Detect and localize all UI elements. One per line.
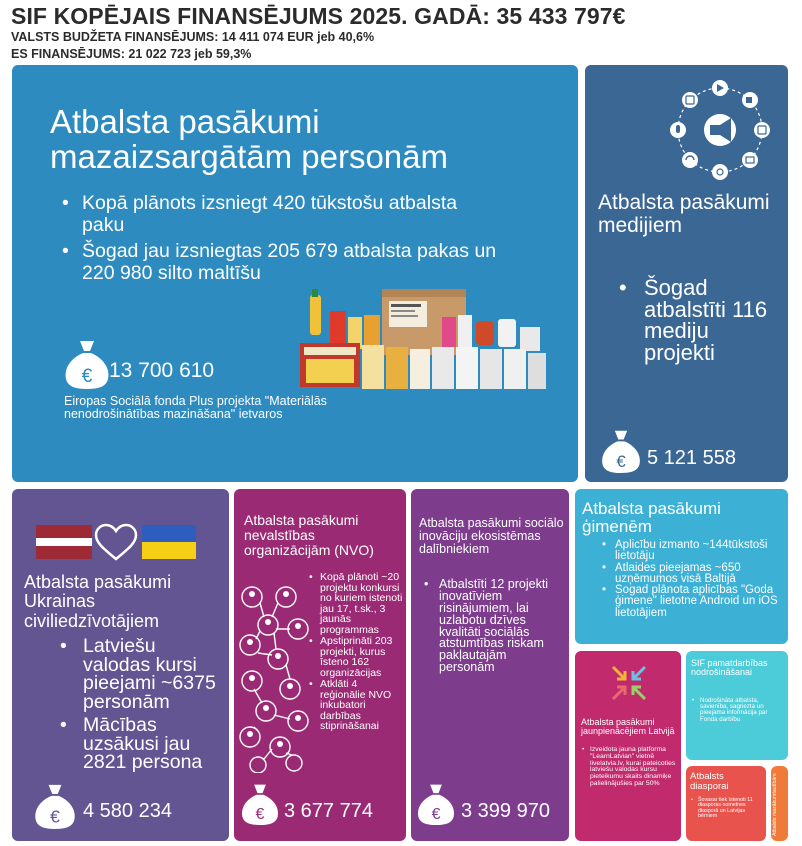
panel-title: Atbalsta pasākumi nevalstības organizācijām (NVO): [244, 512, 374, 559]
panel-vulnerable-persons: [12, 65, 578, 482]
page-title: SIF KOPĒJAIS FINANSĒJUMS 2025. GADĀ: 35 433 797€: [11, 3, 626, 29]
bullet-list: [423, 579, 563, 674]
list-item: • Nodrošināta atbalsta, savienība, sagriezta un pieejama informācija par Fonda darbību: [691, 698, 783, 723]
panel-newcomers: [575, 651, 681, 841]
panel-minorities: [771, 766, 788, 841]
list-item: • Šovasar tiek īstenoti 11 diasporas nometnes diasporā un Latvijas bērniem: [690, 798, 764, 819]
panel-families: [575, 489, 788, 644]
list-item: • Šogad atbalstīti 116 mediju projekti: [619, 277, 779, 363]
list-item: • Atlaides pieejamas ~650 uzņēmumos visā Baltijā: [601, 563, 781, 586]
money-bag-icon: [239, 781, 281, 827]
svg-text:€: €: [255, 806, 265, 824]
bullet-list: [58, 637, 223, 777]
list-item: • Latviešu valodas kursi pieejami ~6375 personām: [58, 637, 223, 711]
svg-text:€: €: [50, 806, 60, 827]
list-item: • Kopā plānoti ~20 projektu konkursi no kuriem istenoti jau 17, t.sk., 3 jaunās programmas: [308, 572, 404, 635]
list-item: • Sogad plānota aplicības "Goda ģimene" lietotne Android un iOS lietotājiem: [601, 585, 781, 619]
funding-amount: 4 580 234: [83, 800, 172, 822]
bullet-list: [308, 572, 404, 733]
list-item: • Kopā plānots izsniegt 420 tūkstošu atbalsta paku: [60, 192, 500, 236]
panel-ngo: [234, 489, 406, 841]
funding-amount: 3 399 970: [461, 800, 550, 822]
panel-title: Atbalsta pasākumi mazaizsargātām personām: [50, 103, 448, 175]
svg-text:€: €: [81, 366, 93, 387]
funding-amount: 5 121 558: [647, 447, 736, 469]
list-item: • Atbalstīti 12 projekti inovatīviem risinājumiem, lai uzlabotu dzīves kvalitāti sociālās atstumtības riskam pakļautajām personām: [423, 579, 563, 674]
arrows-logo-icon: [609, 663, 649, 703]
eu-funding-line: ES FINANSĒJUMS: 21 022 723 jeb 59,3%: [11, 47, 252, 61]
list-item: • Atklāti 4 reģionālie NVO inkubatori darbības stiprināšanai: [308, 679, 404, 732]
money-bag-icon: [32, 781, 78, 831]
food-package-illustration: [292, 287, 550, 393]
panel-title: Atbalsta pasākumi ģimenēm: [582, 499, 721, 536]
money-bag-icon: [599, 427, 643, 475]
funding-amount: 3 677 774: [284, 800, 373, 822]
panel-title: Atbalsta pasākumi sociālo inovāciju ekosistēmas dalībniekiem: [419, 516, 564, 557]
panel-social-innovation: [411, 489, 569, 841]
money-bag-icon: [62, 338, 112, 390]
panel-title: SIF pamatdarbības nodrošināšanai: [691, 658, 768, 678]
state-budget-line: VALSTS BUDŽETA FINANSĒJUMS: 14 411 074 EUR jeb 40,6%: [11, 30, 375, 44]
list-item: • Šogad jau izsniegtas 205 679 atbalsta pakas un 220 980 silto maltīšu: [60, 240, 500, 284]
bullet-list: [581, 747, 677, 788]
list-item: • Izveidota jauna platforma "LearnLatvian" vietnē livelatvia.lv, kurai pateicoties latviešu valodas kursu pieteikumu skaits dinamiķe palielinājušies par 50%: [581, 747, 677, 788]
panel-title: Atbalsta pasākumi medijiem: [598, 191, 770, 237]
bullet-list: [601, 540, 781, 619]
panel-core-activities: [686, 651, 788, 760]
funding-note: Eiropas Sociālā fonda Plus projekta "Materiālās nenodrošinātības mazināšana" ietvaros: [64, 394, 327, 421]
bullet-list: [690, 798, 764, 819]
panel-diaspora: [686, 766, 766, 841]
panel-title: Atbalsts mazākumtautībām: [772, 773, 778, 836]
panel-title: Atbalsts diasporai: [690, 771, 729, 792]
list-item: • Mācības uzsākusi jau 2821 persona: [58, 716, 223, 772]
list-item: • Apstiprināti 203 projekti, kurus īsteno 162 organizācijas: [308, 636, 404, 678]
panel-title: Atbalsta pasākumi Ukrainas civiliedzīvotājiem: [24, 572, 172, 631]
people-network-icon: [238, 583, 310, 773]
flags-heart-icon: [34, 523, 199, 563]
list-item: • Aplicību izmanto ~144tūkstoši lietotāju: [601, 540, 781, 563]
panel-title: Atbalsta pasākumi jaunpienācējiem Latvijā: [581, 717, 675, 737]
funding-amount: 13 700 610: [109, 359, 215, 382]
bullet-list: [691, 698, 783, 723]
panel-ukraine: [12, 489, 229, 841]
bullet-list: [60, 192, 500, 288]
megaphone-media-icon: [665, 75, 775, 185]
panel-media: [585, 65, 788, 482]
bullet-list: [619, 277, 779, 363]
money-bag-icon: [415, 781, 457, 827]
svg-text:€: €: [616, 451, 626, 471]
svg-text:€: €: [431, 806, 441, 824]
